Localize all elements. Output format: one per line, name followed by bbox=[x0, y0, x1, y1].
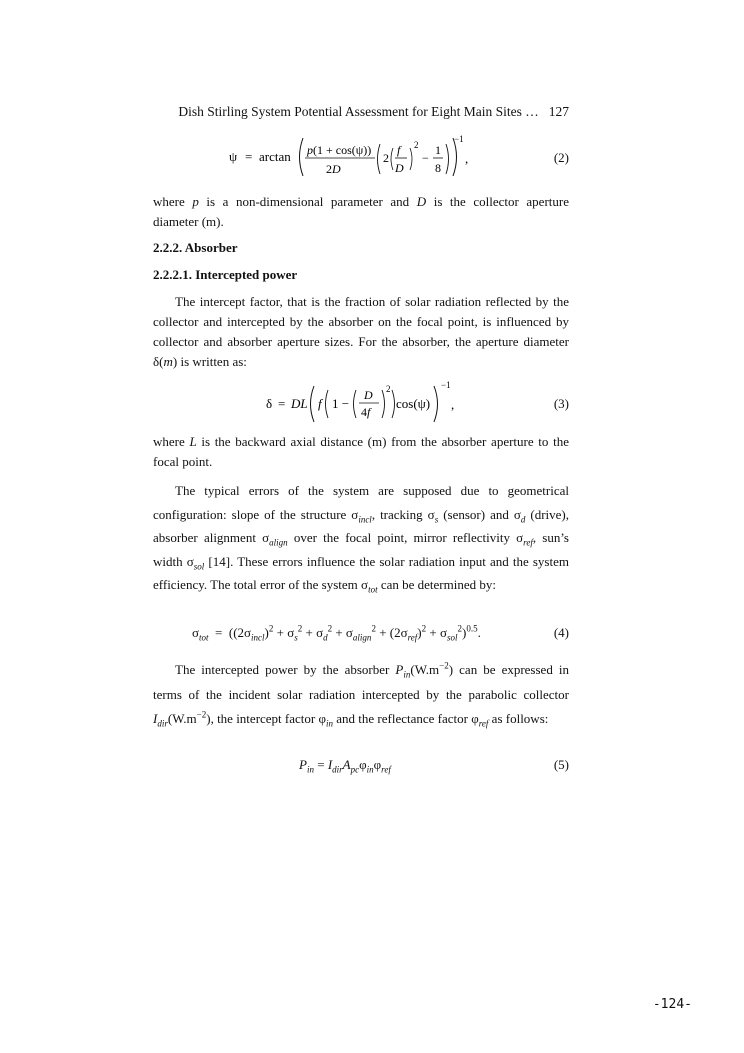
section-heading: 2.2.2. Absorber bbox=[153, 240, 238, 255]
equation-number: (3) bbox=[553, 396, 569, 411]
paragraph: The typical errors of the system are supposed due to geometrical configuration: slope of the structure $\sigma_{incl}$, tracking $\sigma_s$ (sensor) and $\sigma_d$ (drive), absorber alignment $\sigma_{align}$ over the focal point, mirror reflectivity $\sigma_{ref}$, sun’s width $\sigma_{sol}$ [14]. These errors influence the solar radiation input and the system efficiency. The total error of the system $\sigma_{tot}$ can be determined by: bbox=[153, 483, 569, 595]
svg-text:δ: δ bbox=[266, 396, 273, 411]
svg-text:=: = bbox=[245, 149, 253, 164]
svg-text:4f: 4f bbox=[361, 405, 371, 419]
svg-text:8: 8 bbox=[435, 161, 441, 175]
svg-text:cos(ψ): cos(ψ) bbox=[396, 396, 431, 411]
paragraph: where p is a non-dimensional parameter and D is the collector aperture diameter (m). bbox=[153, 194, 569, 229]
svg-text:p(1 + cos(ψ)): p(1 + cos(ψ)) bbox=[307, 143, 372, 157]
subsection-heading: 2.2.2.1. Intercepted power bbox=[153, 267, 298, 282]
svg-text:2: 2 bbox=[383, 151, 389, 165]
page-footer-number: -124- bbox=[652, 997, 692, 1012]
svg-text:−1: −1 bbox=[441, 380, 451, 390]
svg-text:2: 2 bbox=[414, 140, 419, 150]
svg-text:arctan: arctan bbox=[259, 149, 291, 164]
svg-text:DL: DL bbox=[291, 396, 308, 411]
svg-text:D: D bbox=[364, 388, 373, 402]
svg-text:,: , bbox=[451, 397, 455, 412]
journal-page-number: 127 bbox=[548, 104, 569, 119]
svg-text:ψ: ψ bbox=[229, 149, 238, 164]
svg-text:2: 2 bbox=[386, 384, 391, 394]
running-header bbox=[153, 104, 569, 120]
equation-3 bbox=[262, 378, 472, 428]
equation-4: $\sigma_{tot} = ((2\sigma_{incl})^2 + \sigma_s^2 + \sigma_d^2 + \sigma_{align}^2 + (2\sigma_{ref})^2 + \sigma_{sol}^2)^{0.5}$. bbox=[192, 623, 481, 643]
equation-number: (4) bbox=[553, 625, 569, 640]
svg-text:f: f bbox=[318, 396, 322, 411]
paragraph: where L is the backward axial distance (m) from the absorber aperture to the focal point. bbox=[153, 434, 569, 469]
paragraph: The intercept factor, that is the fraction of solar radiation reflected by the collector and intercepted by the absorber on the focal point, is influenced by collector and absorber aperture sizes. For the absorber, the aperture diameter δ(m) is written as: bbox=[153, 294, 569, 369]
running-title: Dish Stirling System Potential Assessment for Eight Main Sites … bbox=[178, 104, 539, 119]
svg-text:−: − bbox=[422, 151, 429, 165]
equation-number: (2) bbox=[553, 150, 569, 165]
svg-text:=: = bbox=[278, 396, 286, 411]
equation-2 bbox=[225, 130, 485, 182]
svg-text:1 −: 1 − bbox=[332, 396, 350, 411]
svg-text:f: f bbox=[397, 143, 401, 157]
svg-text:1: 1 bbox=[435, 143, 441, 157]
equation-5: $P_{in} = I_{dir}A_{pc}\varphi_{in}\varphi_{ref}$ bbox=[299, 757, 391, 775]
svg-text:D: D bbox=[395, 161, 404, 175]
svg-text:2D: 2D bbox=[326, 162, 341, 176]
svg-text:,: , bbox=[465, 151, 469, 166]
paragraph: The intercepted power by the absorber $P_{in}(W.m^{-2})$ can be expressed in terms of the incident solar radiation intercepted by the parabolic collector $I_{dir}(W.m^{-2})$, the intercept factor $\varphi_{in}$ and the reflectance factor $\varphi_{ref}$ as follows: bbox=[153, 660, 569, 729]
equation-number: (5) bbox=[553, 757, 569, 772]
svg-text:−1: −1 bbox=[454, 134, 464, 144]
